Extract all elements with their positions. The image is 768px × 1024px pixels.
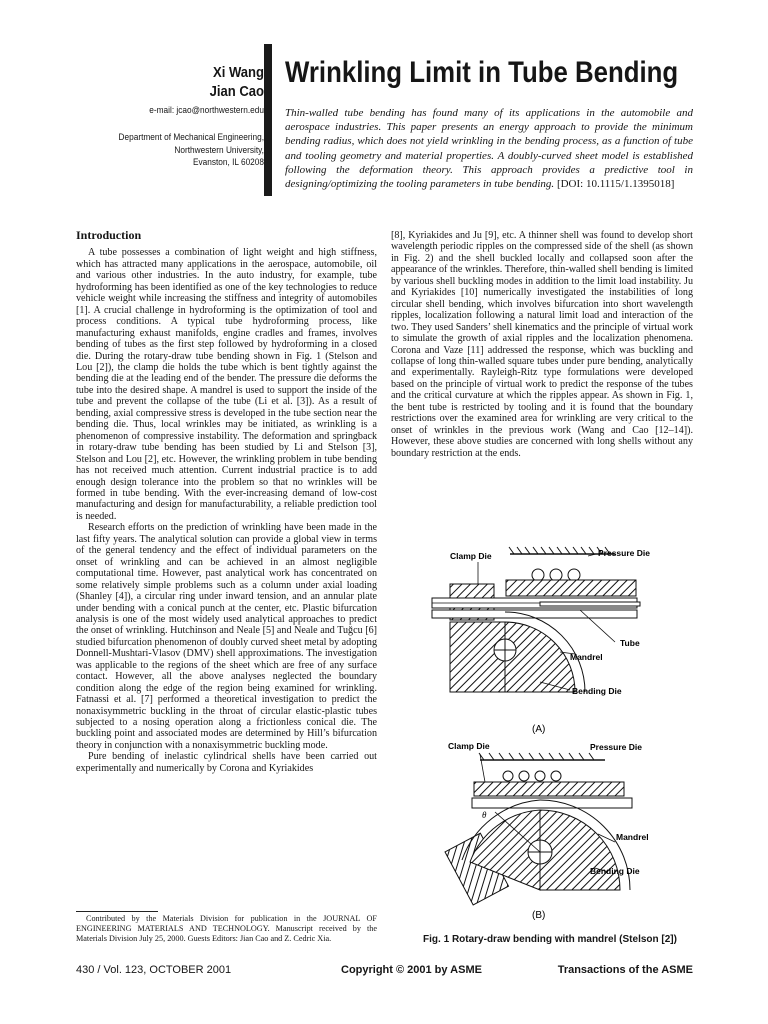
paragraph: A tube possesses a combination of light weight and high stiffness, which has attracted many applications in the aerospace, automobile, oil and various other industries. In the auto industry, for example, tube hydroforming has been identified as one of the key technologies to reduce vehicle weight while increasing the stiffness and integrity of automobiles [1]. A crucial challenge in hydroforming is the optimization of tool and process conditions. A typical tube hydroforming process, like manufacturing exhaust manifolds, engine cradles and frames, involves bending of tubes as the first step followed by hydroforming in a closed die. During the rotary-draw tube bending shown in Fig. 1 (Stelson and Lou [2]), the clamp die holds the tube which is bent tightly against the bending die at the leading end of the bender. The pressure die deforms the tube into the desired shape. A mandrel is used to support the inside of the tube and prevent the collapse of the tube (Li et al. [3]). As a result of bending, axial compressive stress is developed in the tube section near the bending die. Thus, local wrinkles may be initiated, as wrinkling is a phenomenon of compressive instability. The deformation and springback in rotary-draw tube bending has been studied by Li and Stelson [3], Stelson and Lou [2], etc. However, the wrinkling problem in tube bending has not received much attention. Current industrial practice is to add enough design tolerance into the problem so that no wrinkles will be formed in tube bending. With the ever-increasing demand of low-cost manufacturing and design for manufacturability, a reliable prediction tool is needed. — [76, 247, 377, 522]
left-column — [76, 230, 377, 774]
panel-label-b: (B) — [532, 910, 546, 921]
panel-label-a: (A) — [532, 724, 546, 735]
author-block — [84, 64, 264, 169]
right-column — [391, 230, 693, 459]
section-heading: Introduction — [76, 228, 142, 242]
panel-b — [445, 741, 649, 921]
affiliation-line: Department of Mechanical Engineering, — [118, 132, 264, 142]
label-pressure-die: Pressure Die — [598, 548, 650, 558]
label-mandrel-b: Mandrel — [616, 832, 649, 842]
copyright: Copyright © 2001 by ASME — [341, 964, 482, 976]
footnote-rule — [76, 911, 158, 912]
page-footer — [76, 964, 693, 978]
page-number: 430 / Vol. 123, OCTOBER 2001 — [76, 964, 232, 976]
label-clamp-die: Clamp Die — [450, 551, 492, 561]
journal-name: Transactions of the ASME — [557, 964, 693, 976]
author-name: Xi Wang — [213, 65, 264, 81]
author-name: Jian Cao — [209, 84, 264, 100]
label-theta: θ — [482, 810, 487, 820]
label-bending-die: Bending Die — [572, 686, 622, 696]
author-email: e-mail: jcao@northwestern.edu — [149, 105, 264, 115]
label-clamp-die-b: Clamp Die — [448, 741, 490, 751]
label-mandrel: Mandrel — [570, 652, 603, 662]
affiliation-line: Northwestern University, — [174, 144, 264, 155]
paper-title: Wrinkling Limit in Tube Bending — [285, 56, 679, 89]
doi: [DOI: 10.1115/1.1395018] — [556, 178, 675, 191]
paragraph: Research efforts on the prediction of wrinkling have been made in the last fifty years. The analytical solution can provide a global view in terms of the general tendency and the effect of individual parameters on the onset of wrinkling and can be achieved in an almost negligible computational time. However, past analytical work has concentrated on some relatively simple problems such as a column under axial loading (Shanley [4]), a circular ring under inward tension, and an annular plate under bending with a conical punch at the center, etc. Plastic bifurcation analysis is one of the most widely used analytical approaches to predict the onset of wrinkling. Hutchinson and Neale [5] and Neale and Tuğcu [6] studied bifurcation phenomenon of doubly curved sheet metal by adopting Donnell-Mushtari-Vlasov (DMV) shell approximations. The investigation was applicable to the regions of the sheet which are free of any surface contact. However, all the above analyses neglected the boundary condition along the edge of the region being examined for wrinkling. Fatnassi et al. [7] performed a theoretical investigation to predict the nonaxisymmetric buckling in the throat of circular elastic-plastic tubes subjected to a nosing operation along a frictionless conical die. The buckling point and associated modes are determined by Hill’s bifurcation theory in conjunction with a nonaxisymmetric buckling mode. — [76, 522, 377, 751]
abstract — [285, 106, 693, 191]
paragraph: [8], Kyriakides and Ju [9], etc. A thinner shell was found to develop short wavelength periodic ripples on the compressed side of the shell (as shown in Fig. 2) and the shell buckled locally and collapsed soon after the appearance of the wrinkles. Therefore, thin-walled shell bending is limited by various shell buckling modes in addition to the limit load instability. Ju and Kyriakides [10] numerically investigated the instabilities of long circular shell bending, which involves bifurcation into short wavelength ripples, localization following a natural limit load and interaction of the two. They used Sanders’ shell kinematics and the principle of virtual work to simulate the growth of axial ripples and the localization phenomena. Corona and Vaze [11] addressed the response, which was buckling and collapse of long thin-walled square tubes under pure bending, analytically and experimentally. Rayleigh-Ritz type formulations were developed based on the principle of virtual work to predict the response of the tubes and the critical curvature at which the ripples appear. As shown in Fig. 1, the bent tube is restricted by tooling and it is found that the boundary restrictions over the examined area for wrinkling are very critical to the onset of wrinkles in the previous work (Wang and Cao [12–14]). However, these above studies are concerned with long shells without any boundary restriction at the ends. — [391, 230, 693, 459]
figure-1 — [410, 542, 690, 932]
affiliation-line: Evanston, IL 60208 — [192, 157, 264, 167]
abstract-text: Thin-walled tube bending has found many of its applications in the automobile and aerospace industries. This paper presents an energy approach to provide the minimum bending radius, which does not yield wrinkling in the bending process, as a function of tube and tooling geometry and material properties. A doubly-curved sheet model is established following the deformation theory. This approach provides a predictive tool in designing/optimizing the tooling parameters in tube bending. — [285, 107, 693, 191]
figure-caption: Fig. 1 Rotary-draw bending with mandrel (Stelson [2]) — [423, 934, 677, 945]
label-pressure-die-b: Pressure Die — [590, 742, 642, 752]
panel-a — [432, 547, 650, 735]
footnote: Contributed by the Materials Division for publication in the JOURNAL OF ENGINEERING MATERIALS AND TECHNOLOGY. Manuscript received by the Materials Division July 25, 2000. Guests Editors: Jian Cao and Z. Cedric Xia. — [76, 914, 377, 943]
paragraph: Pure bending of inelastic cylindrical shells have been carried out experimentally and numerically by Corona and Kyriakides — [76, 751, 377, 774]
title-rule — [264, 44, 272, 196]
label-tube: Tube — [620, 638, 640, 648]
label-bending-die-b: Bending Die — [590, 866, 640, 876]
affiliation — [98, 131, 264, 169]
